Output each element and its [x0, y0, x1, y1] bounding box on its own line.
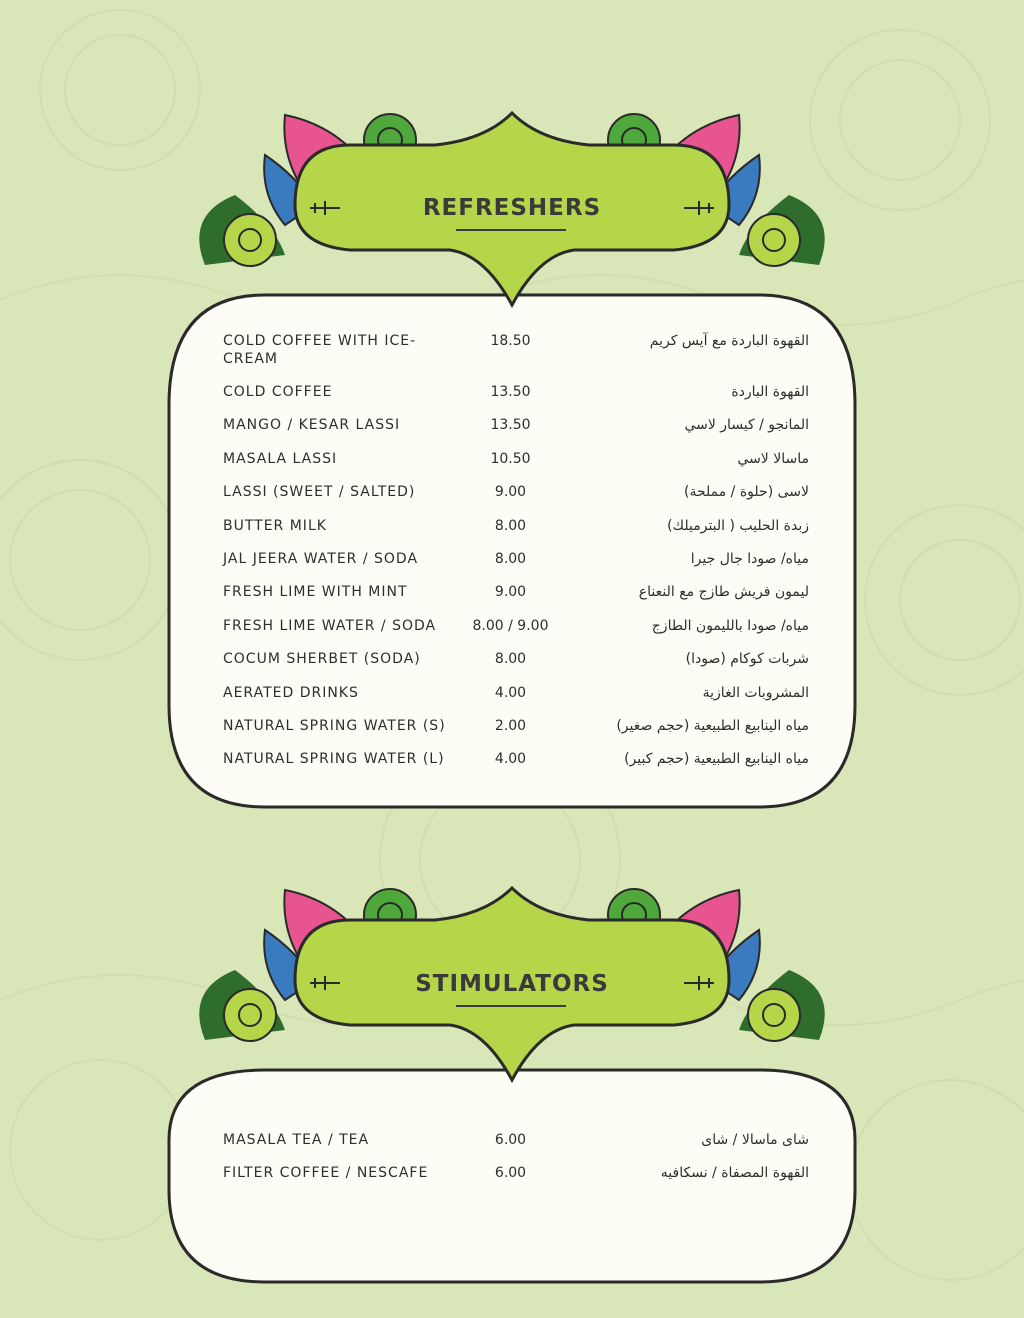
- menu-item: [223, 1164, 809, 1197]
- item-arabic-name: ماسالا لاسي: [737, 450, 809, 467]
- item-name: NATURAL SPRING WATER (S): [223, 717, 446, 734]
- menu-item: [223, 517, 809, 550]
- item-arabic-name: القهوة الباردة مع آيس كريم: [649, 333, 809, 349]
- item-name: MANGO / KESAR LASSI: [223, 417, 401, 434]
- section-title-refreshers: REFRESHERS: [422, 195, 602, 221]
- item-price: 6.00: [494, 1165, 527, 1182]
- item-arabic-name: مياه الينابيع الطبيعية (حجم كبير): [624, 751, 809, 768]
- item-price: 8.00 / 9.00: [472, 617, 549, 634]
- menu-item: [223, 684, 809, 717]
- item-name: FILTER COFFEE / NESCAFE: [223, 1165, 429, 1182]
- item-price: 9.00: [494, 484, 527, 501]
- item-name: COLD COFFEE WITH ICE-CREAM: [223, 333, 417, 367]
- item-price: 18.50: [490, 333, 531, 349]
- item-price: 8.00: [494, 550, 527, 567]
- item-arabic-name: مياه الينابيع الطبيعية (حجم صغير): [616, 717, 809, 734]
- item-name: NATURAL SPRING WATER (L): [223, 751, 445, 768]
- item-price: 8.00: [494, 651, 527, 668]
- refreshers-menu-list: [223, 332, 809, 784]
- item-name: AERATED DRINKS: [223, 684, 359, 701]
- item-price: 6.00: [494, 1132, 527, 1148]
- item-price: 13.50: [490, 384, 531, 400]
- item-name: MASALA LASSI: [223, 450, 338, 467]
- item-arabic-name: شربات كوكام (صودا): [685, 651, 809, 668]
- title-underline: [456, 1005, 566, 1007]
- item-name: COLD COFFEE: [223, 384, 333, 400]
- item-arabic-name: لاسى (حلوة / مملحة): [683, 484, 809, 501]
- title-underline: [456, 229, 566, 231]
- item-arabic-name: مياه/ صودا جال جيرا: [690, 550, 809, 567]
- item-name: FRESH LIME WATER / SODA: [223, 617, 437, 634]
- item-price: 4.00: [494, 751, 527, 768]
- stimulators-ornament-frame: [165, 880, 859, 1300]
- menu-item: [223, 1131, 809, 1164]
- menu-item: [223, 583, 809, 616]
- menu-item: [223, 483, 809, 516]
- item-name: JAL JEERA WATER / SODA: [223, 550, 419, 567]
- item-price: 2.00: [494, 717, 527, 734]
- item-name: FRESH LIME WITH MINT: [223, 584, 408, 601]
- item-price: 4.00: [494, 684, 527, 701]
- menu-item: [223, 332, 809, 383]
- menu-item: [223, 450, 809, 483]
- item-name: MASALA TEA / TEA: [223, 1132, 370, 1148]
- stimulators-section: [165, 880, 859, 1300]
- item-arabic-name: القهوة الباردة: [731, 384, 809, 400]
- item-arabic-name: شاى ماسالا / شاى: [701, 1132, 809, 1148]
- item-arabic-name: زبدة الحليب ( البترميلك): [667, 517, 809, 534]
- item-arabic-name: المانجو / كيسار لاسي: [684, 417, 809, 434]
- menu-item: [223, 617, 809, 650]
- menu-item: [223, 383, 809, 416]
- item-price: 8.00: [494, 517, 527, 534]
- item-name: COCUM SHERBET (SODA): [223, 651, 421, 668]
- section-title-stimulators: STIMULATORS: [415, 971, 609, 997]
- item-name: LASSI (SWEET / SALTED): [223, 484, 416, 501]
- item-price: 10.50: [490, 450, 531, 467]
- menu-item: [223, 717, 809, 750]
- item-price: 13.50: [490, 417, 531, 434]
- refreshers-section: [165, 105, 859, 815]
- item-arabic-name: ليمون فريش طازج مع النعناع: [638, 584, 809, 601]
- item-arabic-name: مياه/ صودا بالليمون الطازج: [651, 617, 809, 634]
- item-arabic-name: القهوة المصفاة / نسكافيه: [660, 1165, 809, 1182]
- item-name: BUTTER MILK: [223, 517, 327, 534]
- menu-item: [223, 750, 809, 783]
- item-arabic-name: المشروبات الغازية: [702, 684, 809, 701]
- item-price: 9.00: [494, 584, 527, 601]
- menu-item: [223, 650, 809, 683]
- stimulators-menu-list: [223, 1131, 809, 1198]
- menu-item: [223, 550, 809, 583]
- menu-item: [223, 416, 809, 449]
